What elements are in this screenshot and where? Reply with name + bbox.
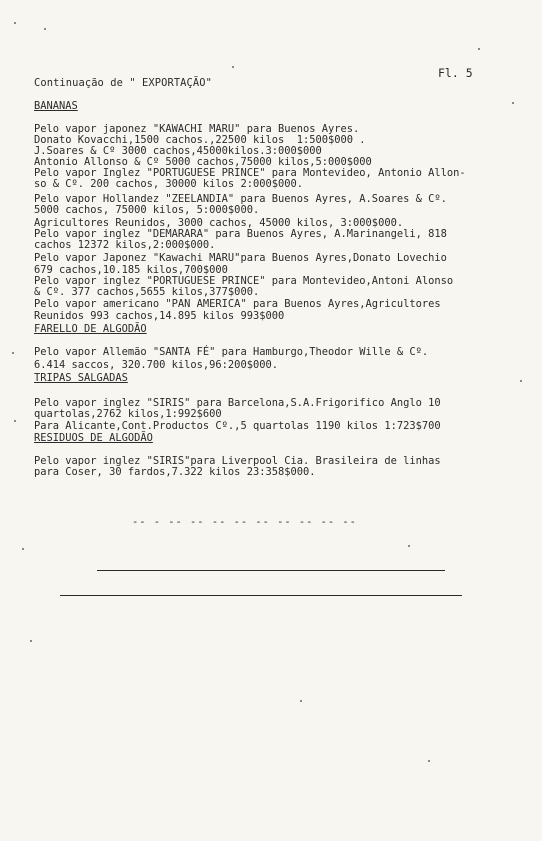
scan-speck (428, 760, 430, 762)
text-line: Pelo vapor inglez "PORTUGUESE PRINCE" para Montevideo,Antoni Alonso (34, 275, 454, 287)
scan-speck (14, 420, 16, 422)
text-line: Agricultores Reunidos, 3000 cachos, 45000 kilos, 3:000$000. (34, 217, 404, 229)
page-marker: Fl. 5 (438, 66, 473, 80)
scan-speck (14, 22, 16, 24)
text-line: Pelo vapor inglez "SIRIS"para Liverpool Cia. Brasileira de linhas (34, 455, 441, 467)
text-line: 6.414 saccos, 320.700 kilos,96:200$000. (34, 359, 278, 371)
scan-speck (300, 700, 302, 702)
text-line: Reunidos 993 cachos,14.895 kilos 993$000 (34, 310, 285, 322)
continuation-header: Continuação de " EXPORTAÇÃO" (34, 77, 212, 89)
text-line: Pelo vapor Hollandez "ZEELANDIA" para Buenos Ayres, A.Soares & Cº. (34, 193, 447, 205)
section-title-bananas: BANANAS (34, 100, 78, 112)
text-line: Pelo vapor Japonez "Kawachi MARU"para Buenos Ayres,Donato Lovechio (34, 252, 447, 264)
text-line: Pelo vapor inglez "DEMARARA" para Buenos Ayres, A.Marinangeli, 818 (34, 228, 447, 240)
dashed-separator: -- - -- -- -- -- -- -- -- -- -- (132, 516, 357, 528)
scan-speck (22, 548, 24, 550)
section-title-tripas: TRIPAS SALGADAS (34, 372, 128, 384)
text-line: J.Soares & Cº 3000 cachos,45000kilos.3:000$000 (34, 145, 322, 157)
scan-speck (520, 380, 522, 382)
text-line: para Coser, 30 fardos,7.322 kilos 23:358$000. (34, 466, 316, 478)
scan-speck (408, 545, 410, 547)
text-line: quartolas,2762 kilos,1:992$600 (34, 408, 222, 420)
scan-speck (30, 640, 32, 642)
text-line: cachos 12372 kilos,2:000$000. (34, 239, 216, 251)
scan-speck (478, 48, 480, 50)
text-line: Pelo vapor Allemão "SANTA FÉ" para Hamburgo,Theodor Wille & Cº. (34, 346, 429, 358)
text-line: Pelo vapor Inglez "PORTUGUESE PRINCE" para Montevideo, Antonio Allon- (34, 167, 466, 179)
text-line: 5000 cachos, 75000 kilos, 5:000$000. (34, 204, 260, 216)
scan-speck (232, 66, 234, 68)
divider-rule (60, 595, 462, 596)
text-line: Pelo vapor japonez "KAWACHI MARU" para Buenos Ayres. (34, 123, 360, 135)
scan-speck (44, 28, 46, 30)
divider-rule (97, 570, 445, 571)
section-title-farello: FARELLO DE ALGODÃO (34, 323, 147, 335)
text-line: Donato Kovacchi,1500 cachos.,22500 kilos 1:500$000 . (34, 134, 366, 146)
text-line: so & Cº. 200 cachos, 30000 kilos 2:000$000. (34, 178, 303, 190)
scan-speck (12, 352, 14, 354)
text-line: Pelo vapor inglez "SIRIS" para Barcelona,S.A.Frigorifico Anglo 10 (34, 397, 441, 409)
text-line: Antonio Allonso & Cº 5000 cachos,75000 kilos,5:000$000 (34, 156, 372, 168)
text-line: 679 cachos,10.185 kilos,700$000 (34, 264, 228, 276)
scan-speck (512, 102, 514, 104)
text-line: Pelo vapor americano "PAN AMERICA" para Buenos Ayres,Agricultores (34, 298, 441, 310)
section-title-residuos: RESIDUOS DE ALGODÃO (34, 432, 153, 444)
text-line: & Cº. 377 cachos,5655 kilos,377$000. (34, 286, 260, 298)
text-line: Para Alicante,Cont.Productos Cº.,5 quartolas 1190 kilos 1:723$700 (34, 420, 441, 432)
